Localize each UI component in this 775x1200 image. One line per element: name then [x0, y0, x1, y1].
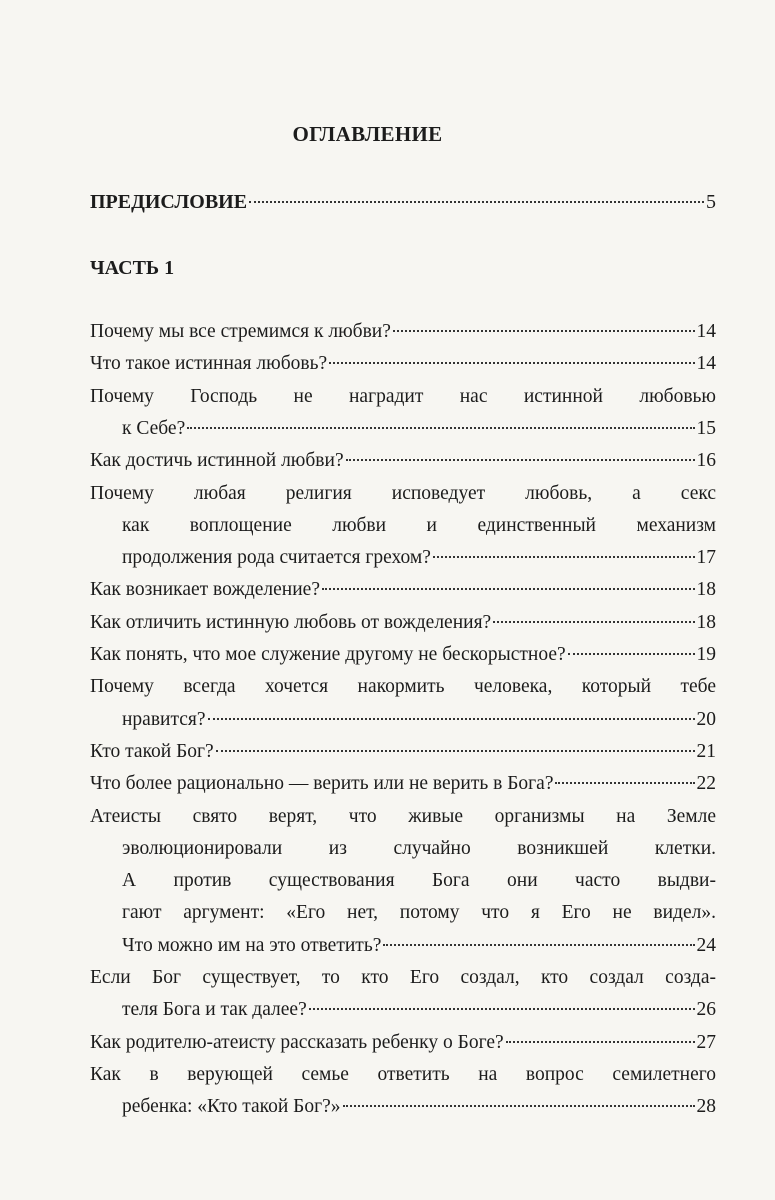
toc-entry-line[interactable]	[90, 574, 716, 606]
toc-entry-line[interactable]	[90, 1027, 716, 1059]
toc-entry-line[interactable]	[90, 1059, 716, 1091]
toc-entry-text: Как отличить истинную любовь от вожделения?	[90, 611, 492, 633]
toc-entry-text: Как возникает вожделение?	[90, 579, 320, 601]
toc-entry-line[interactable]	[90, 801, 716, 833]
toc-page-number: 14	[696, 353, 716, 375]
toc-page-number: 22	[696, 773, 716, 795]
dot-leader	[506, 1041, 695, 1043]
toc-entry-text: Если Бог существует, то кто Его создал, кто создал созда-	[90, 967, 716, 988]
toc-page-number: 15	[696, 417, 716, 439]
toc-page-number: 28	[696, 1096, 716, 1118]
toc-entry-text: Как достичь истинной любви?	[90, 450, 344, 472]
page-title: ОГЛАВЛЕНИЕ	[292, 122, 443, 146]
toc-page-number: 16	[696, 450, 716, 472]
toc-entry-text: Что можно им на это ответить?	[122, 934, 382, 956]
toc-entry-text: Почему всегда хочется накормить человека, который тебе	[90, 676, 716, 698]
toc-entry-text: Как в верующей семье ответить на вопрос семилетнего	[90, 1063, 716, 1085]
toc-entry-text: к Себе?	[122, 417, 186, 439]
toc-entry-text: Почему любая религия исповедует любовь, а секс	[90, 482, 716, 504]
toc-entry-text: А против существования Бога они часто выдви-	[122, 870, 716, 892]
dot-leader	[393, 330, 695, 332]
toc-entry-line[interactable]	[90, 381, 716, 413]
toc-entry-line[interactable]	[90, 478, 716, 510]
toc-page-number: 14	[696, 321, 716, 342]
dot-leader	[493, 621, 694, 623]
toc-entry-text: Почему мы все стремимся к любви?	[90, 321, 391, 342]
toc-entry-line[interactable]	[90, 316, 716, 348]
toc-entry-line[interactable]	[122, 1091, 716, 1123]
toc-page-number: 18	[696, 611, 716, 633]
toc-entry-line[interactable]	[122, 994, 716, 1026]
dot-leader	[216, 750, 695, 752]
toc-entry-text: Что более рационально — верить или не верить в Бога?	[90, 773, 554, 795]
part-heading: ЧАСТЬ 1	[90, 257, 175, 279]
toc-entry-line[interactable]	[90, 768, 716, 800]
toc-entry-line[interactable]	[122, 897, 716, 929]
dot-leader	[322, 588, 695, 590]
toc-page-number: 17	[696, 547, 716, 569]
toc-entry-text: Атеисты свято верят, что живые организмы на Земле	[90, 805, 716, 827]
toc-page-number: 18	[696, 579, 716, 601]
dot-leader	[343, 1105, 695, 1107]
toc-entry-line[interactable]	[90, 962, 716, 994]
toc-entry-line[interactable]	[90, 736, 716, 768]
toc-entry-text: как воплощение любви и единственный механизм	[122, 514, 716, 536]
toc-page-number: 19	[696, 644, 716, 665]
toc-entry-text: нравится?	[122, 708, 206, 730]
dot-leader	[309, 1008, 695, 1010]
toc-entry-line[interactable]	[122, 833, 716, 865]
toc-page-number: 24	[696, 934, 716, 956]
toc-entry-line[interactable]	[122, 865, 716, 897]
toc-entry-line[interactable]	[90, 348, 716, 380]
toc-entry-preface[interactable]	[90, 186, 716, 218]
toc-entry-text: ПРЕДИСЛОВИЕ	[90, 191, 248, 213]
dot-leader	[208, 718, 695, 720]
toc-entry-text: теля Бога и так далее?	[122, 999, 307, 1021]
toc-entry-line[interactable]	[122, 542, 716, 574]
toc-page-number: 5	[706, 191, 716, 213]
toc-entry-text: Как понять, что мое служение другому не бескорыстное?	[90, 644, 566, 665]
toc-page-number: 21	[696, 740, 716, 762]
toc-entry-text: Что такое истинная любовь?	[90, 353, 328, 375]
toc-entry-text: Кто такой Бог?	[90, 740, 214, 762]
toc-entry-line[interactable]	[90, 607, 716, 639]
toc-entry-line[interactable]	[90, 445, 716, 477]
toc-entry-line[interactable]	[90, 671, 716, 703]
dot-leader	[329, 362, 694, 364]
dot-leader	[568, 653, 695, 655]
dot-leader	[187, 427, 694, 429]
toc-entry-text: Почему Господь не наградит нас истинной любовью	[90, 385, 716, 407]
dot-leader	[555, 782, 694, 784]
toc-entry-line[interactable]	[90, 639, 716, 671]
toc-entry-line[interactable]	[122, 413, 716, 445]
toc-entry-line[interactable]	[122, 930, 716, 962]
toc-entry-line[interactable]	[122, 510, 716, 542]
toc-page-number: 20	[696, 708, 716, 730]
toc-entry-text: эволюционировали из случайно возникшей клетки.	[122, 837, 716, 859]
dot-leader	[383, 944, 694, 946]
toc-entry-text: продолжения рода считается грехом?	[122, 547, 431, 569]
toc-page-number: 26	[696, 999, 716, 1021]
dot-leader	[346, 459, 695, 461]
dot-leader	[433, 556, 695, 558]
toc-entry-text: гают аргумент: «Его нет, потому что я Его не видел».	[122, 902, 716, 924]
toc-entry-line[interactable]	[122, 704, 716, 736]
toc-entry-text: ребенка: «Кто такой Бог?»	[122, 1096, 341, 1118]
toc-entry-text: Как родителю-атеисту рассказать ребенку о Боге?	[90, 1031, 504, 1053]
dot-leader	[249, 201, 704, 203]
toc-page-number: 27	[696, 1031, 716, 1053]
